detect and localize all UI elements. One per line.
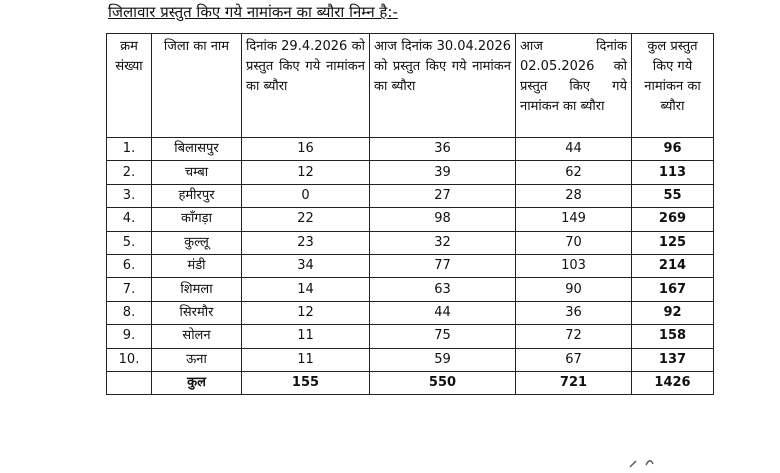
- cell-d3: 90: [516, 278, 632, 301]
- table-header-row: [107, 34, 714, 138]
- cell-summary-d2: 550: [370, 371, 516, 394]
- cell-summary-total: 1426: [632, 371, 714, 394]
- cell-d2: 63: [370, 278, 516, 301]
- cell-d2: 32: [370, 231, 516, 254]
- cell-d1: 14: [242, 278, 370, 301]
- cell-serial: 8.: [107, 301, 152, 324]
- cell-district: शिमला: [152, 278, 242, 301]
- cell-total: 214: [632, 254, 714, 277]
- cell-d3: 36: [516, 301, 632, 324]
- table-row: [107, 161, 714, 184]
- cell-d1: 12: [242, 301, 370, 324]
- cell-d2: 39: [370, 161, 516, 184]
- header-district-name: जिला का नाम: [152, 34, 242, 138]
- cell-serial: 2.: [107, 161, 152, 184]
- cell-serial: 10.: [107, 348, 152, 371]
- cell-district: हमीरपुर: [152, 184, 242, 207]
- cell-total: 125: [632, 231, 714, 254]
- cell-d3: 44: [516, 138, 632, 161]
- cell-total: 113: [632, 161, 714, 184]
- cell-serial: 4.: [107, 208, 152, 231]
- cell-d2: 77: [370, 254, 516, 277]
- cell-d1: 16: [242, 138, 370, 161]
- header-date-29-4: दिनांक 29.4.2026 को प्रस्तुत किए गये नामांकन का ब्यौरा: [242, 34, 370, 138]
- cell-d1: 22: [242, 208, 370, 231]
- cell-summary-d3: 721: [516, 371, 632, 394]
- cell-serial: 6.: [107, 254, 152, 277]
- pen-stroke-icon: [628, 455, 658, 469]
- table-row: [107, 278, 714, 301]
- cell-d2: 59: [370, 348, 516, 371]
- cell-serial: 3.: [107, 184, 152, 207]
- cell-total: 158: [632, 325, 714, 348]
- cell-d1: 12: [242, 161, 370, 184]
- cell-d1: 11: [242, 325, 370, 348]
- header-date-02-5: आज दिनांक 02.05.2026 को प्रस्तुत किए गये नामांकन का ब्यौरा: [516, 34, 632, 138]
- cell-d2: 98: [370, 208, 516, 231]
- cell-district: सोलन: [152, 325, 242, 348]
- cell-d3: 72: [516, 325, 632, 348]
- header-total: कुल प्रस्तुत किए गये नामांकन का ब्यौरा: [632, 34, 714, 138]
- cell-d3: 28: [516, 184, 632, 207]
- cell-summary-empty: [107, 371, 152, 394]
- table-row: [107, 325, 714, 348]
- cell-total: 96: [632, 138, 714, 161]
- cell-district: बिलासपुर: [152, 138, 242, 161]
- cell-summary-d1: 155: [242, 371, 370, 394]
- cell-district: काँगड़ा: [152, 208, 242, 231]
- cell-total: 92: [632, 301, 714, 324]
- table-row: [107, 208, 714, 231]
- cell-d3: 103: [516, 254, 632, 277]
- table-row: [107, 231, 714, 254]
- cell-total: 167: [632, 278, 714, 301]
- summary-row: [107, 371, 714, 394]
- cell-total: 269: [632, 208, 714, 231]
- cell-district: चम्बा: [152, 161, 242, 184]
- cell-serial: 7.: [107, 278, 152, 301]
- cell-summary-label: कुल: [152, 371, 242, 394]
- cell-d3: 70: [516, 231, 632, 254]
- cell-district: मंडी: [152, 254, 242, 277]
- nominations-table: [106, 33, 714, 395]
- table-row: [107, 184, 714, 207]
- header-serial-number: क्रम संख्या: [107, 34, 152, 138]
- cell-d1: 34: [242, 254, 370, 277]
- table-row: [107, 348, 714, 371]
- cell-district: सिरमौर: [152, 301, 242, 324]
- cell-d2: 44: [370, 301, 516, 324]
- cell-district: कुल्लू: [152, 231, 242, 254]
- cell-total: 55: [632, 184, 714, 207]
- cell-serial: 1.: [107, 138, 152, 161]
- cell-d1: 0: [242, 184, 370, 207]
- cell-d3: 149: [516, 208, 632, 231]
- handwritten-mark: [628, 455, 658, 473]
- table-row: [107, 138, 714, 161]
- page-heading: जिलावार प्रस्तुत किए गये नामांकन का ब्यौरा निम्न है:-: [108, 3, 398, 21]
- cell-d1: 23: [242, 231, 370, 254]
- cell-d2: 27: [370, 184, 516, 207]
- cell-d3: 67: [516, 348, 632, 371]
- cell-district: ऊना: [152, 348, 242, 371]
- cell-serial: 5.: [107, 231, 152, 254]
- cell-d2: 75: [370, 325, 516, 348]
- header-date-30-4: आज दिनांक 30.04.2026 को प्रस्तुत किए गये नामांकन का ब्यौरा: [370, 34, 516, 138]
- cell-d2: 36: [370, 138, 516, 161]
- cell-d3: 62: [516, 161, 632, 184]
- cell-serial: 9.: [107, 325, 152, 348]
- cell-total: 137: [632, 348, 714, 371]
- table-row: [107, 301, 714, 324]
- cell-d1: 11: [242, 348, 370, 371]
- table-row: [107, 254, 714, 277]
